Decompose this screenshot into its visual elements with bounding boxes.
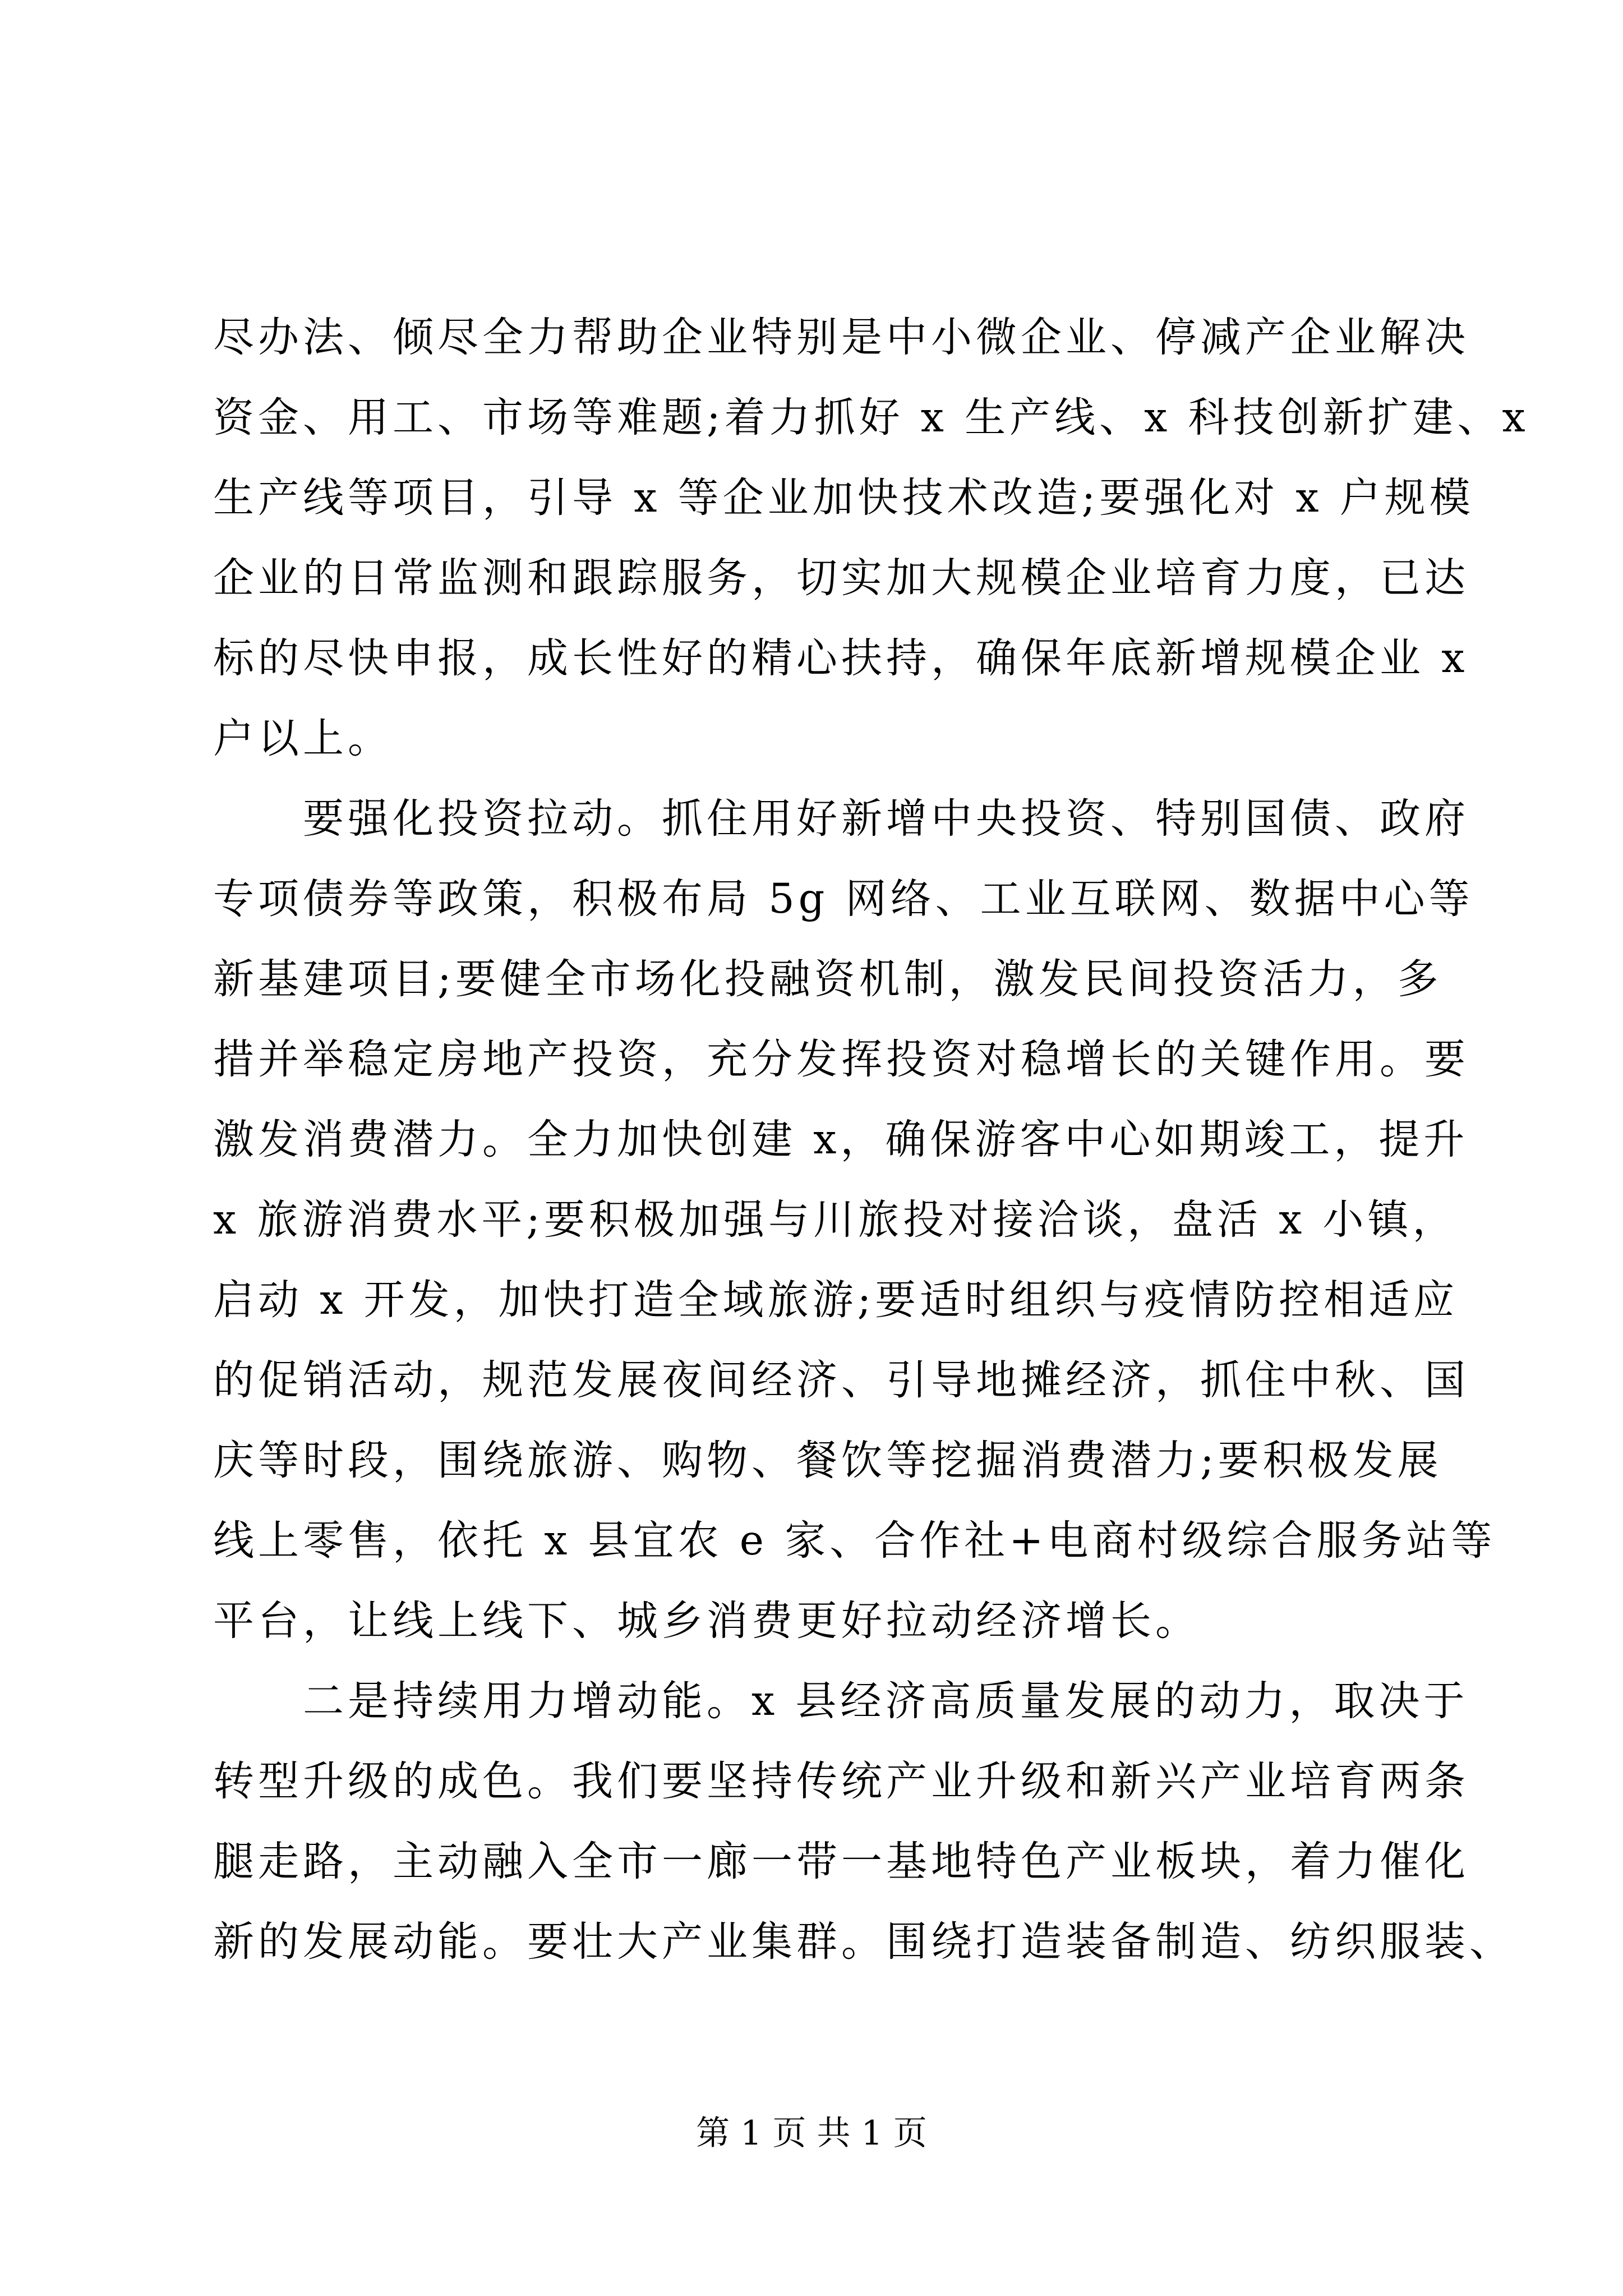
text-line: 标的尽快申报，成长性好的精心扶持，确保年底新增规模企业 x [213, 634, 1469, 682]
text-line: 生产线等项目，引导 x 等企业加快技术改造;要强化对 x 户规模 [213, 474, 1474, 522]
text-line: 庆等时段，围绕旅游、购物、餐饮等挖掘消费潜力;要积极发展 [213, 1437, 1442, 1484]
text-line: 措并举稳定房地产投资，充分发挥投资对稳增长的关键作用。要 [213, 1036, 1469, 1083]
text-line: 二是持续用力增动能。x 县经济高质量发展的动力，取决于 [213, 1677, 1469, 1725]
text-line: 激发消费潜力。全力加快创建 x，确保游客中心如期竣工，提升 [213, 1116, 1469, 1163]
text-line: 企业的日常监测和跟踪服务，切实加大规模企业培育力度，已达 [213, 554, 1469, 602]
text-line: 线上零售，依托 x 县宜农 e 家、合作社+电商村级综合服务站等 [213, 1517, 1496, 1565]
text-line: 新基建项目;要健全市场化投融资机制，激发民间投资活力，多 [213, 955, 1442, 1003]
text-line: 平台，让线上线下、城乡消费更好拉动经济增长。 [213, 1597, 1200, 1645]
text-line: 启动 x 开发，加快打造全域旅游;要适时组织与疫情防控相适应 [213, 1276, 1459, 1324]
text-line: 的促销活动，规范发展夜间经济、引导地摊经济，抓住中秋、国 [213, 1356, 1469, 1404]
text-line: 尽办法、倾尽全力帮助企业特别是中小微企业、停减产企业解决 [213, 314, 1469, 361]
text-line: 转型升级的成色。我们要坚持传统产业升级和新兴产业培育两条 [213, 1757, 1469, 1805]
text-line: 新的发展动能。要壮大产业集群。围绕打造装备制造、纺织服装、 [213, 1918, 1514, 1966]
text-line: x 旅游消费水平;要积极加强与川旅投对接洽谈，盘活 x 小镇， [213, 1196, 1458, 1244]
text-line: 专项债券等政策，积极布局 5g 网络、工业互联网、数据中心等 [213, 875, 1474, 923]
text-line: 腿走路，主动融入全市一廊一带一基地特色产业板块，着力催化 [213, 1838, 1469, 1885]
text-line: 资金、用工、市场等难题;着力抓好 x 生产线、x 科技创新扩建、x [213, 394, 1529, 441]
body-text [213, 297, 1529, 1982]
page-number-label: 第 1 页 共 1 页 [696, 2114, 927, 2153]
page-footer [0, 2111, 1623, 2156]
text-line: 要强化投资拉动。抓住用好新增中央投资、特别国债、政府 [213, 795, 1469, 843]
text-line: 户以上。 [213, 715, 393, 762]
